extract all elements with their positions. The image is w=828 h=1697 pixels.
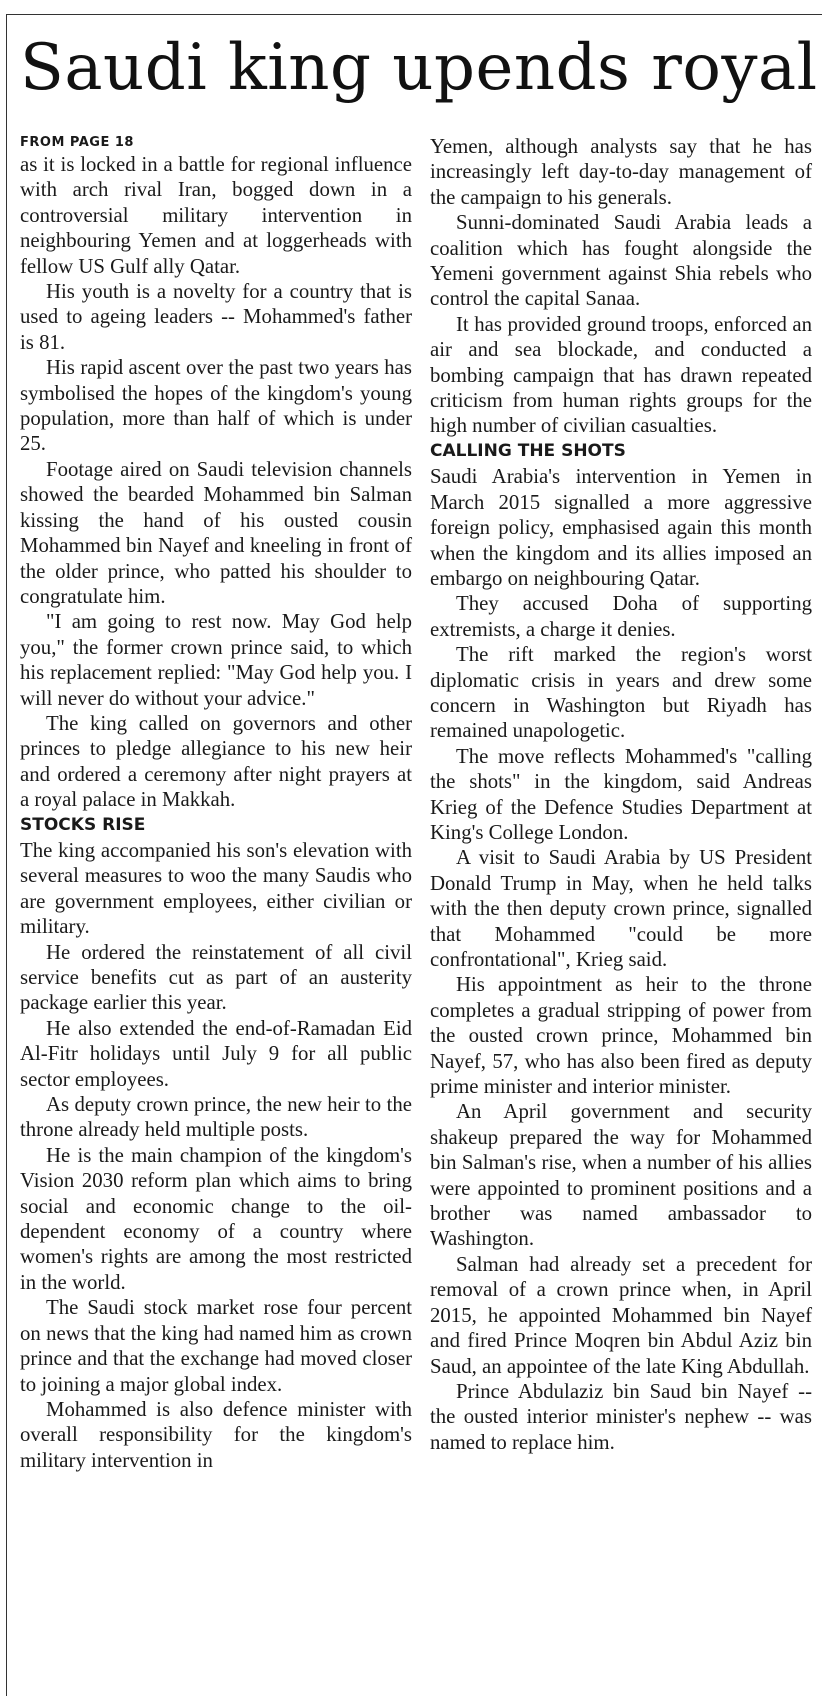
article-paragraph: He ordered the reinstatement of all civil service benefits cut as part of an austerity package earlier this year. [20,940,412,1015]
left-column [20,134,412,1473]
right-column-body [430,134,812,1455]
article-paragraph: An April government and security shakeup prepared the way for Mohammed bin Salman's rise, when a number of his allies were appointed to prominent positions and a brother was named ambassador to Washington. [430,1100,812,1251]
headline: Saudi king upends royal [20,31,818,105]
article-paragraph: He is the main champion of the kingdom's Vision 2030 reform plan which aims to bring social and economic change to the oil-dependent economy of a country where women's rights are among the most restricted in the world. [20,1143,412,1294]
article-paragraph: As deputy crown prince, the new heir to the throne already held multiple posts. [20,1093,412,1142]
left-column-body [20,152,412,1473]
article-paragraph: Sunni-dominated Saudi Arabia leads a coalition which has fought alongside the Yemeni government against Shia rebels who control the capital Sanaa. [430,211,812,311]
article-paragraph: The king accompanied his son's elevation with several measures to woo the many Saudis who are government employees, either civilian or military. [20,838,412,939]
article-paragraph: Mohammed is also defence minister with overall responsibility for the kingdom's military intervention in [20,1397,412,1472]
article-paragraph: Prince Abdulaziz bin Saud bin Nayef -- the ousted interior minister's nephew -- was named to replace him. [430,1379,812,1454]
subheading: CALLING THE SHOTS [430,440,626,461]
right-column [430,134,812,1455]
left-column-rule [6,14,7,1696]
article-paragraph: The king called on governors and other princes to pledge allegiance to his new heir and ordered a ceremony after night prayers at a royal palace in Makkah. [20,711,412,812]
continued-from-label: FROM PAGE 18 [20,135,134,150]
article-paragraph: A visit to Saudi Arabia by US President Donald Trump in May, when he held talks with the then deputy crown prince, signalled that Mohammed "could be more confrontational", Krieg said. [430,846,812,971]
article-paragraph: It has provided ground troops, enforced an air and sea blockade, and conducted a bombing campaign that has drawn repeated criticism from human rights groups for the high number of civilian casualties. [430,312,812,438]
article-paragraph: They accused Doha of supporting extremists, a charge it denies. [430,592,812,641]
article-paragraph: He also extended the end-of-Ramadan Eid Al-Fitr holidays until July 9 for all public sector employees. [20,1016,412,1091]
article-paragraph: Salman had already set a precedent for removal of a crown prince when, in April 2015, he appointed Mohammed bin Nayef and fired Prince Moqren bin Abdul Aziz bin Saud, an appointee of the late King Abdullah. [430,1252,812,1378]
article-paragraph: Saudi Arabia's intervention in Yemen in March 2015 signalled a more aggressive foreign policy, emphasised again this month when the kingdom and its allies imposed an embargo on neighbouring Qatar. [430,465,812,590]
article-paragraph: "I am going to rest now. May God help you," the former crown prince said, to which his replacement replied: "May God help you. I will never do without your advice." [20,610,412,710]
subheading: STOCKS RISE [20,814,146,835]
article-paragraph: His rapid ascent over the past two years has symbolised the hopes of the kingdom's young population, more than half of which is under 25. [20,356,412,456]
article-paragraph: His youth is a novelty for a country that is used to ageing leaders -- Mohammed's father is 81. [20,280,412,354]
article-paragraph: His appointment as heir to the throne completes a gradual stripping of power from the ousted crown prince, Mohammed bin Nayef, 57, who has also been fired as deputy prime minister and interior minister. [430,973,812,1099]
article-paragraph: The Saudi stock market rose four percent on news that the king had named him as crown prince and that the exchange had moved closer to joining a major global index. [20,1296,412,1396]
article-paragraph: Footage aired on Saudi television channels showed the bearded Mohammed bin Salman kissing the hand of his ousted cousin Mohammed bin Nayef and kneeling in front of the older prince, who patted his shoulder to congratulate him. [20,457,412,608]
article-paragraph: as it is locked in a battle for regional influence with arch rival Iran, bogged down in a controversial military intervention in neighbouring Yemen and at loggerheads with fellow US Gulf ally Qatar. [20,153,412,278]
top-rule [6,14,822,15]
article-paragraph: The move reflects Mohammed's "calling the shots" in the kingdom, said Andreas Krieg of the Defence Studies Department at King's College London. [430,744,812,844]
article-paragraph: The rift marked the region's worst diplomatic crisis in years and drew some concern in Washington but Riyadh has remained unapologetic. [430,643,812,743]
article-paragraph: Yemen, although analysts say that he has increasingly left day-to-day management of the campaign to his generals. [430,135,812,209]
